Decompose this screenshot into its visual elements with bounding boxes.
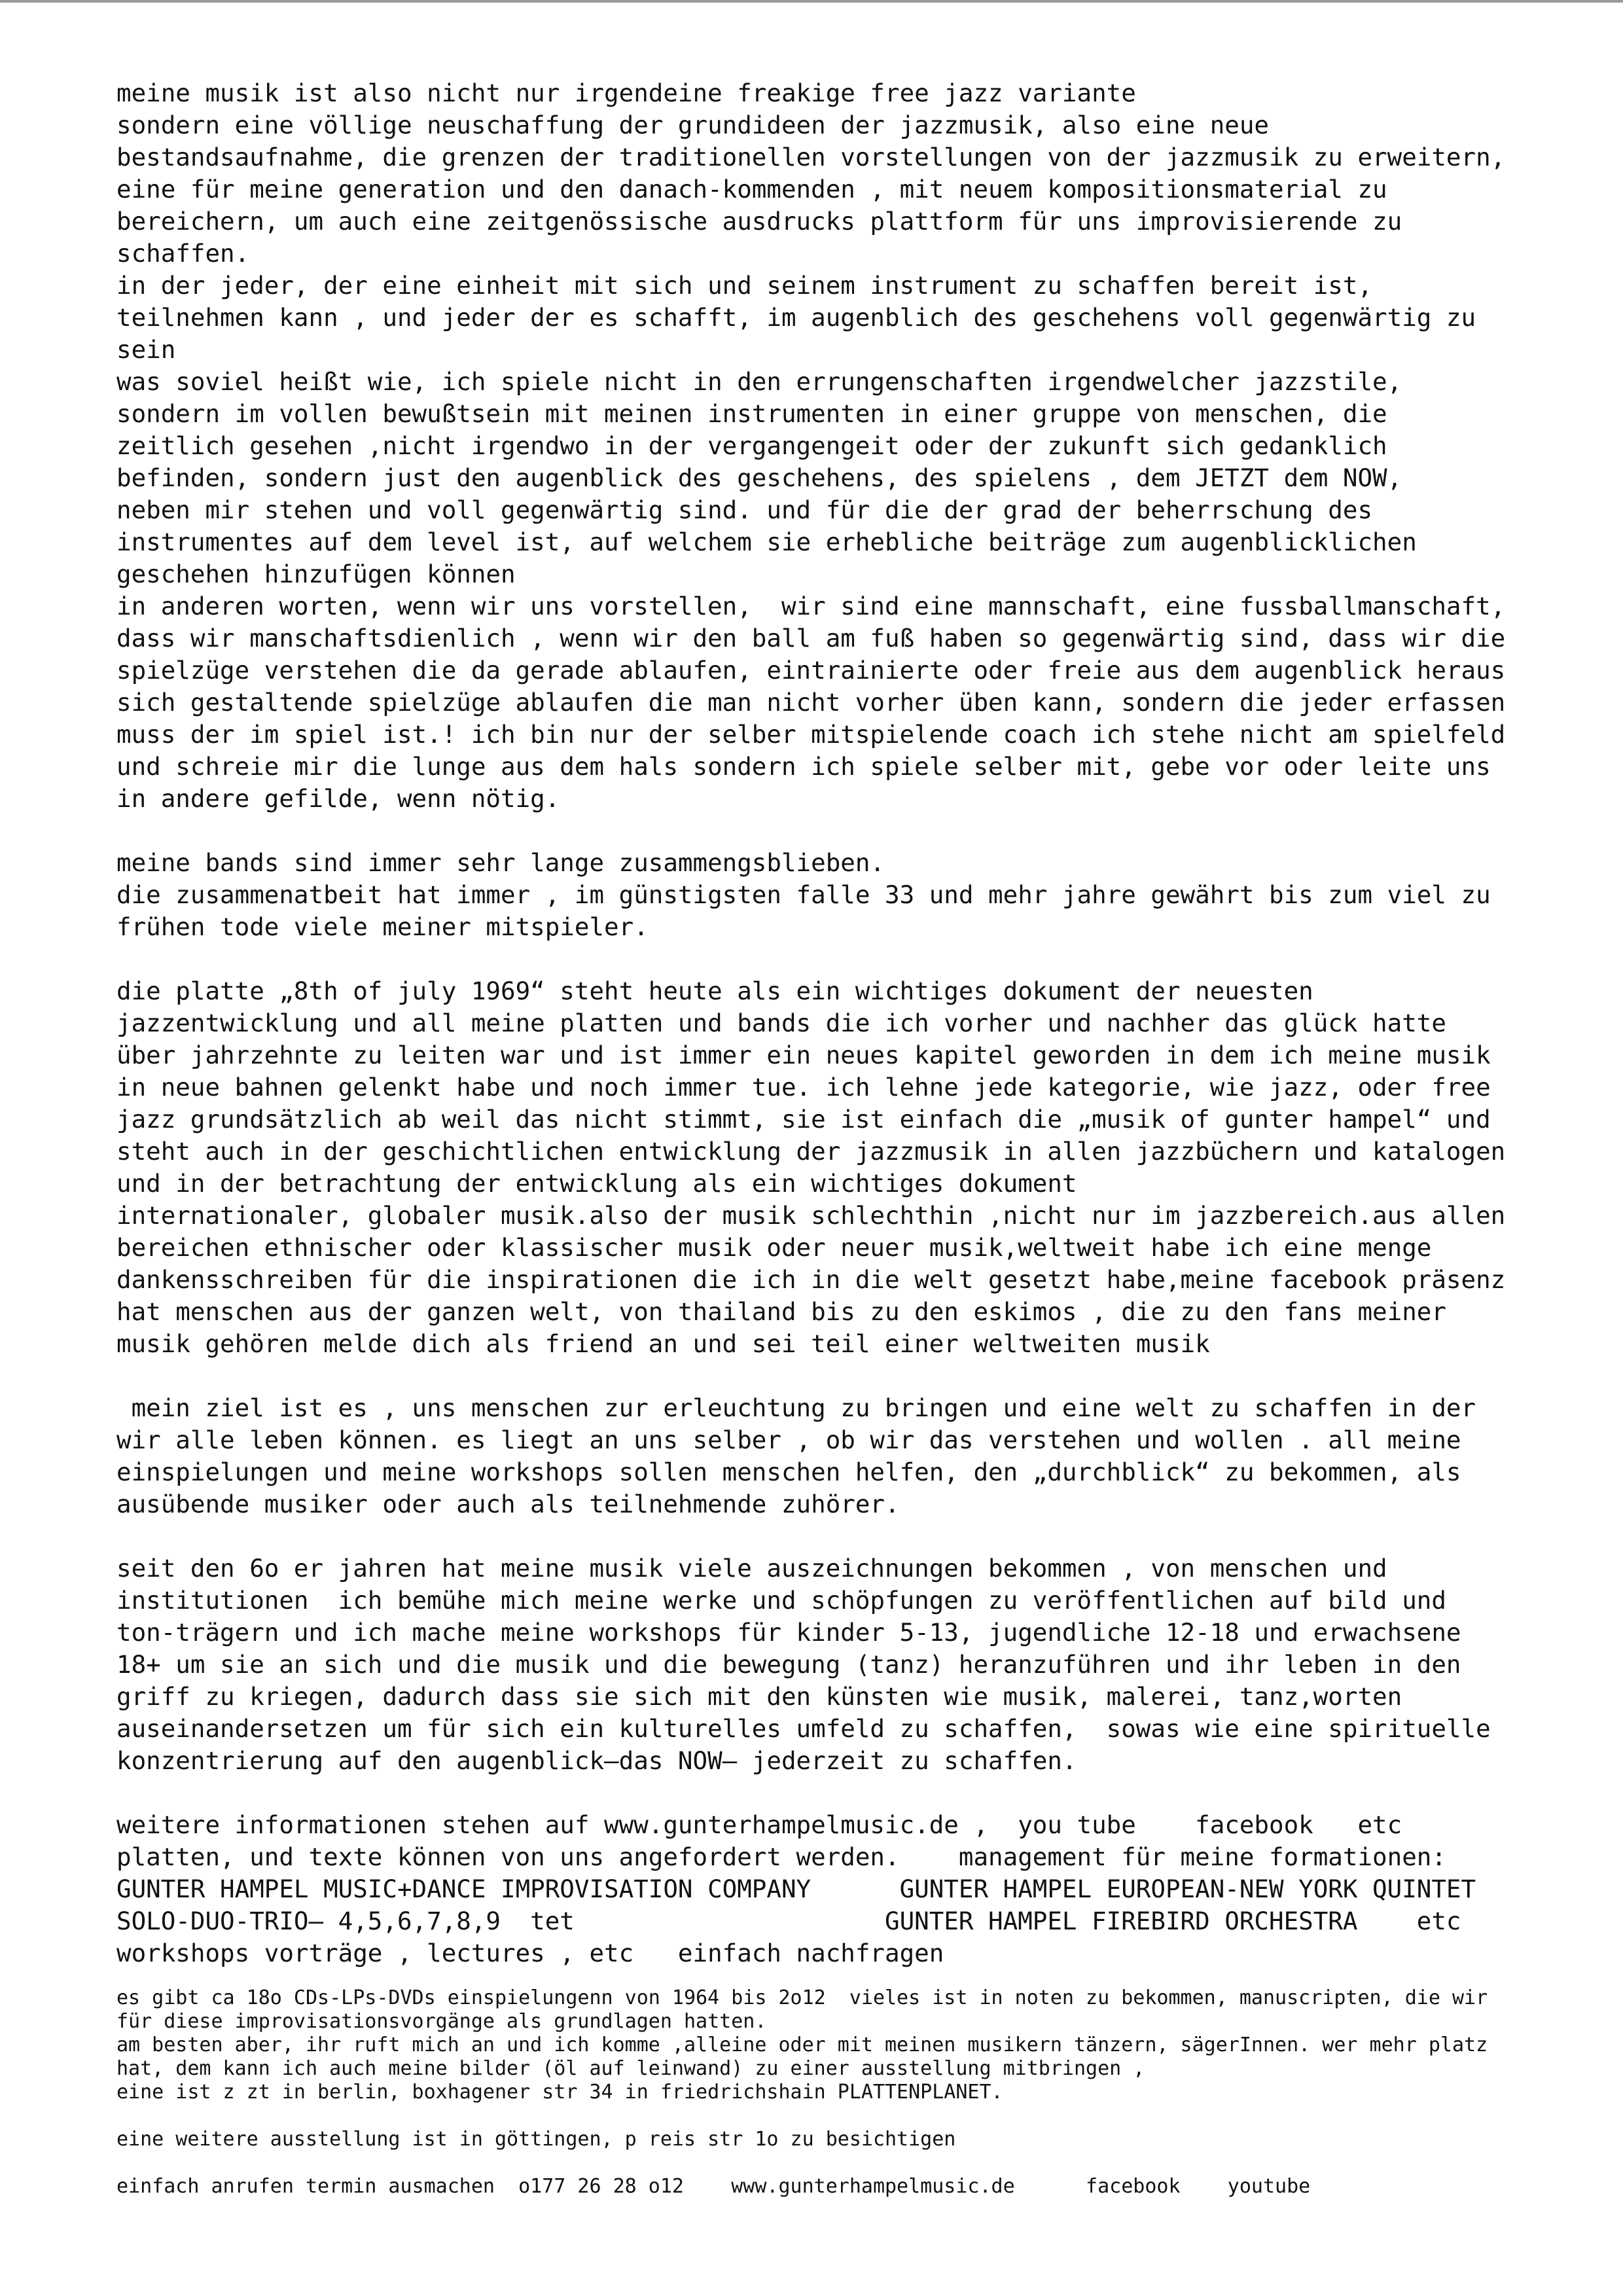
text-line: und schreie mir die lunge aus dem hals sondern ich spiele selber mit, gebe vor oder leite uns bbox=[116, 752, 1491, 781]
text-line: ausübende musiker oder auch als teilnehmende zuhörer. bbox=[116, 1490, 900, 1518]
footer-text-line bbox=[116, 2104, 1582, 2128]
footer-text-line: es gibt ca 18o CDs-LPs-DVDs einspielungenn von 1964 bis 2o12 vieles ist in noten zu bekommen, manuscripten, die wir bbox=[116, 1986, 1488, 2009]
text-line: muss der im spiel ist.! ich bin nur der selber mitspielende coach ich stehe nicht am spielfeld bbox=[116, 720, 1506, 749]
footer-text-line: eine weitere ausstellung ist in göttingen, p reis str 1o zu besichtigen bbox=[116, 2128, 956, 2151]
text-line: in neue bahnen gelenkt habe und noch immer tue. ich lehne jede kategorie, wie jazz, oder free bbox=[116, 1073, 1491, 1102]
text-line: musik gehören melde dich als friend an und sei teil einer weltweiten musik bbox=[116, 1329, 1210, 1358]
footer-text-line: einfach anrufen termin ausmachen o177 26 28 o12 www.gunterhampelmusic.de facebook youtube bbox=[116, 2175, 1311, 2198]
text-line: hat menschen aus der ganzen welt, von thailand bis zu den eskimos , die zu den fans meiner bbox=[116, 1297, 1446, 1326]
text-line: meine bands sind immer sehr lange zusammengsblieben. bbox=[116, 848, 885, 877]
text-line: internationaler, globaler musik.also der musik schlechthin ,nicht nur im jazzbereich.aus allen bbox=[116, 1201, 1506, 1230]
footer-text-block bbox=[116, 1986, 1582, 2198]
text-line: was soviel heißt wie, ich spiele nicht in den errungenschaften irgendwelcher jazzstile, bbox=[116, 367, 1402, 396]
text-line: die zusammenatbeit hat immer , im günstigsten falle 33 und mehr jahre gewährt bis zum viel zu bbox=[116, 880, 1491, 909]
text-line bbox=[116, 943, 1582, 975]
text-line: SOLO-DUO-TRIO– 4,5,6,7,8,9 tet GUNTER HAMPEL FIREBIRD ORCHESTRA etc bbox=[116, 1907, 1461, 1935]
text-line: in der jeder, der eine einheit mit sich und seinem instrument zu schaffen bereit ist, bbox=[116, 271, 1373, 300]
text-line: und in der betrachtung der entwicklung als ein wichtiges dokument bbox=[116, 1169, 1077, 1198]
footer-text-line bbox=[116, 2151, 1582, 2175]
text-line: ton-trägern und ich mache meine workshops für kinder 5-13, jugendliche 12-18 und erwachsene bbox=[116, 1618, 1461, 1647]
text-line: bereichen ethnischer oder klassischer musik oder neuer musik,weltweit habe ich eine menge bbox=[116, 1233, 1432, 1262]
text-line: teilnehmen kann , und jeder der es schafft, im augenblich des geschehens voll gegenwärtig zu bbox=[116, 303, 1476, 332]
text-line bbox=[116, 1520, 1582, 1552]
text-line: wir alle leben können. es liegt an uns selber , ob wir das verstehen und wollen . all meine bbox=[116, 1426, 1461, 1454]
text-line: neben mir stehen und voll gegenwärtig sind. und für die der grad der beherrschung des bbox=[116, 495, 1373, 524]
text-line: geschehen hinzufügen können bbox=[116, 560, 516, 588]
text-line: sondern im vollen bewußtsein mit meinen instrumenten in einer gruppe von menschen, die bbox=[116, 399, 1387, 428]
text-line: einspielungen und meine workshops sollen menschen helfen, den „durchblick“ zu bekommen, als bbox=[116, 1458, 1461, 1486]
text-line: konzentrierung auf den augenblick–das NOW– jederzeit zu schaffen. bbox=[116, 1746, 1077, 1775]
text-line: jazz grundsätzlich ab weil das nicht stimmt, sie ist einfach die „musik of gunter hampel“ und bbox=[116, 1105, 1491, 1134]
text-line: eine für meine generation und den danach-kommenden , mit neuem kompositionsmaterial zu bbox=[116, 175, 1387, 204]
text-line: über jahrzehnte zu leiten war und ist immer ein neues kapitel geworden in dem ich meine musik bbox=[116, 1041, 1491, 1069]
text-line: weitere informationen stehen auf www.gunterhampelmusic.de , you tube facebook etc bbox=[116, 1810, 1402, 1839]
text-line bbox=[116, 815, 1582, 847]
text-line: seit den 6o er jahren hat meine musik viele auszeichnungen bekommen , von menschen und bbox=[116, 1554, 1387, 1583]
text-line: griff zu kriegen, dadurch dass sie sich mit den künsten wie musik, malerei, tanz,worten bbox=[116, 1682, 1402, 1711]
text-line: in anderen worten, wenn wir uns vorstellen, wir sind eine mannschaft, eine fussballmanschaft, bbox=[116, 592, 1506, 620]
text-line: platten, und texte können von uns angefordert werden. management für meine formationen: bbox=[116, 1842, 1446, 1871]
text-line: bereichern, um auch eine zeitgenössische ausdrucks plattform für uns improvisierende zu bbox=[116, 207, 1402, 236]
text-line: jazzentwicklung und all meine platten und bands die ich vorher und nachher das glück hatte bbox=[116, 1009, 1446, 1037]
footer-text-line: hat, dem kann ich auch meine bilder (öl auf leinwand) zu einer ausstellung mitbringen , bbox=[116, 2057, 1145, 2080]
text-line: meine musik ist also nicht nur irgendeine freakige free jazz variante bbox=[116, 79, 1136, 107]
footer-text-line: eine ist z zt in berlin, boxhagener str 34 in friedrichshain PLATTENPLANET. bbox=[116, 2081, 1003, 2104]
text-line: instrumentes auf dem level ist, auf welchem sie erhebliche beiträge zum augenblicklichen bbox=[116, 528, 1417, 556]
footer-text-line: für diese improvisationsvorgänge als grundlagen hatten. bbox=[116, 2010, 767, 2033]
text-line bbox=[116, 1777, 1582, 1809]
text-line: GUNTER HAMPEL MUSIC+DANCE IMPROVISATION COMPANY GUNTER HAMPEL EUROPEAN-NEW YORK QUINTET bbox=[116, 1874, 1476, 1903]
text-line: dankensschreiben für die inspirationen die ich in die welt gesetzt habe,meine facebook präsenz bbox=[116, 1265, 1506, 1294]
text-line: zeitlich gesehen ,nicht irgendwo in der vergangengeit oder der zukunft sich gedanklich bbox=[116, 431, 1387, 460]
footer-text-line: am besten aber, ihr ruft mich an und ich komme ,alleine oder mit meinen musikern tänzern, sägerInnen. wer mehr platz bbox=[116, 2034, 1488, 2056]
text-line: befinden, sondern just den augenblick des geschehens, des spielens , dem JETZT dem NOW, bbox=[116, 463, 1402, 492]
text-line: sich gestaltende spielzüge ablaufen die man nicht vorher üben kann, sondern die jeder erfassen bbox=[116, 688, 1506, 717]
text-line: steht auch in der geschichtlichen entwicklung der jazzmusik in allen jazzbüchern und katalogen bbox=[116, 1137, 1506, 1166]
text-line: 18+ um sie an sich und die musik und die bewegung (tanz) heranzuführen und ihr leben in den bbox=[116, 1650, 1461, 1679]
main-text-block bbox=[116, 77, 1582, 1969]
text-line: institutionen ich bemühe mich meine werke und schöpfungen zu veröffentlichen auf bild und bbox=[116, 1586, 1446, 1615]
text-line: sondern eine völlige neuschaffung der grundideen der jazzmusik, also eine neue bbox=[116, 111, 1269, 139]
text-line: spielzüge verstehen die da gerade ablaufen, eintrainierte oder freie aus dem augenblick heraus bbox=[116, 656, 1506, 685]
text-line: sein bbox=[116, 335, 176, 364]
text-line bbox=[116, 1360, 1582, 1392]
text-line: auseinandersetzen um für sich ein kulturelles umfeld zu schaffen, sowas wie eine spirituelle bbox=[116, 1714, 1491, 1743]
text-line: schaffen. bbox=[116, 239, 250, 268]
text-line: workshops vorträge , lectures , etc einfach nachfragen bbox=[116, 1939, 944, 1967]
text-line: bestandsaufnahme, die grenzen der traditionellen vorstellungen von der jazzmusik zu erweitern, bbox=[116, 143, 1506, 171]
text-line: dass wir manschaftsdienlich , wenn wir den ball am fuß haben so gegenwärtig sind, dass wir die bbox=[116, 624, 1506, 653]
text-line: die platte „8th of july 1969“ steht heute als ein wichtiges dokument der neuesten bbox=[116, 977, 1313, 1005]
top-border-line bbox=[0, 0, 1623, 3]
text-line: in andere gefilde, wenn nötig. bbox=[116, 784, 560, 813]
document-body bbox=[116, 77, 1582, 2198]
text-line: mein ziel ist es , uns menschen zur erleuchtung zu bringen und eine welt zu schaffen in der bbox=[116, 1393, 1476, 1422]
text-line: frühen tode viele meiner mitspieler. bbox=[116, 912, 649, 941]
